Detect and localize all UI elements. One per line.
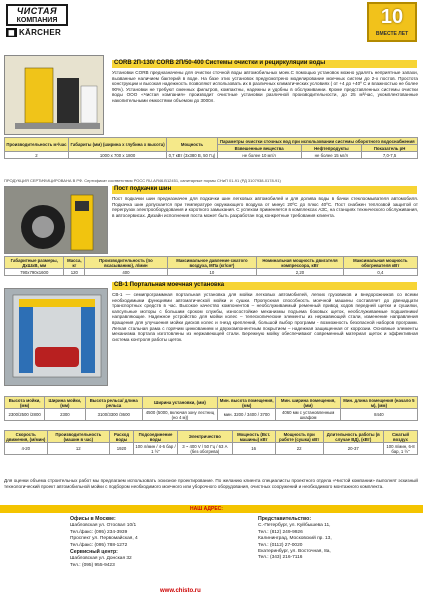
table-row xyxy=(5,443,418,455)
footer-address-bar xyxy=(0,505,423,513)
table-cell: 22 xyxy=(275,443,323,455)
section3-text: СВ-1 — семипрограммная портальная установка для мойки легковых автомобилей, легких грузовиков и внедорожников со всеми необходимыми функциями автоматической мойки и сушки. Пропускная способность моечной машины составляет до двенадцати транспортных средств в час. Высокое качество компонентов – необслуживаемый ременный привод ходов передней щетки и сушилки, капсульные моторы с большим сроком службы, износостойкие механизмы подъема боковых щеток, необслуживаемые подшипники/направляющие. Надежное устройство для мойки колес – телескопические элементы из нержавеющей стали, изменение направления вращения для улучшения мойки дисков колес и гнезд креплений, большой выбор программ - возможность безопасной наборов программ. Легкая стальная рама с горячим цинкованием и двухкомпонентным покрытием – надежная защищенная от коррозии. Основные элементы механизма портала изготовлены из нержавеющей стали. Бережную мойку обеспечивают современный материал щеток и эффективная система контроля работы щеток. xyxy=(112,292,418,342)
address-line: Тел.: (0112) 27-0020 xyxy=(258,542,303,548)
table-cell: мин. 3200 / 3400 / 3700 xyxy=(217,409,275,421)
s1-header-suspended: Взвешенные вещества xyxy=(217,145,301,152)
s3-header-electricity: Электричество xyxy=(178,431,232,443)
table-cell: 0,4 xyxy=(343,269,417,276)
s3-header-height: Высота мойки, (мм) xyxy=(5,397,45,409)
table-cell: 4060 мм с установленным шкафом xyxy=(276,409,340,421)
s1-header-params: Параметры очистки сточных вод при использовании системы оборотного водоснабжения xyxy=(217,138,417,145)
logo-top-text: ЧИСТАЯ xyxy=(16,6,58,16)
s3-header-throughput: Производительность (машин в час) xyxy=(47,431,110,443)
header xyxy=(0,0,423,58)
table-row xyxy=(5,152,418,159)
section3-photo xyxy=(4,288,108,386)
s1-header-power: Мощность xyxy=(167,138,217,152)
table-cell: 4500 (5000, включая зону лестниц (но 4 м)) xyxy=(142,409,217,421)
karcher-mark-icon: ◼ xyxy=(8,28,15,37)
s2-header-compressor: Номинальная мощность двигателя компрессора, кВт xyxy=(257,257,344,269)
section2-text: Пост подкачки шин предназначен для подкачки шин легковых автомобилей и для долива воды в бачки стеклоомывателя автомобиля. Подкачка шин допускается при температуре окружающего воздуха от минус 20ºС до плюс 40ºС. Пост снабжен теплозвой защитой от перегрузок электрооборудования и короткого замыкания. С успехом применяется в комплексах АЗС, на станциях технического обслуживания, в автосервисах. Дизайн исполнения поста может быть разработан под конкретные требования клиента. xyxy=(112,196,418,218)
s3-header-room-length: Мин. длина помещения (начало 5 м), (мм) xyxy=(340,397,417,409)
closing-text: Для оценки объема строительных работ мы предлагаем использовать эскизное проектирование. По желанию клиента специалисты проектного отдела «Чистой компании» выполнят эскизный технологический проект автомобильной мойки с подбором необходимого моечного или уборочного оборудования, очистных сооружений и необходимого монтажного комплекта. xyxy=(4,478,418,489)
s1-header-oil: Нефтепродукты xyxy=(301,145,362,152)
table-cell: 1920 xyxy=(110,443,134,455)
table-cell: не более 15 мг/л xyxy=(301,152,362,159)
s2-header-dimensions: Габаритные размеры, ДхШхВ, мм xyxy=(5,257,64,269)
s1-header-dimensions: Габариты (мм) (ширина х глубина х высота) xyxy=(68,138,166,152)
s3-header-power: Мощность (Вст. машины) кВт xyxy=(232,431,275,443)
address-line: Екатеринбург, ул. Восточная, 8а, xyxy=(258,549,331,555)
table-cell: 2300 xyxy=(45,409,85,421)
address-line: Тел./факс: (095) 234-3939 xyxy=(70,529,128,535)
website-link[interactable]: www.chisto.ru xyxy=(160,588,201,594)
address-line: Тел.: (812) 249-9926 xyxy=(258,529,303,535)
water-treatment-unit-image xyxy=(5,56,104,135)
table-cell: 12 xyxy=(47,443,110,455)
section1-title: CORB 2П-130/ CORB 2П/50-400 Системы очистки и рециркуляции воды xyxy=(114,60,326,66)
footer-address-label: НАШ АДРЕС: xyxy=(190,506,223,512)
tire-inflation-post-image xyxy=(5,187,108,254)
s3-header-water-connection: Подсоединение воды xyxy=(133,431,177,443)
section2-title: Пост подкачки шин xyxy=(114,186,172,192)
s3-header-room-height: Мин. высота помещения, (мм) xyxy=(217,397,275,409)
table-cell: 7,0-7,5 xyxy=(362,152,418,159)
table-cell: 8440 xyxy=(340,409,417,421)
address-line: Тел./факс: (095) 788-1272 xyxy=(70,542,128,548)
table-cell: 790х790х1600 xyxy=(5,269,64,276)
address-line: Проспект ул. Первомайская, 4 xyxy=(70,536,138,542)
rep-title: Представительство: xyxy=(258,516,312,522)
car-wash-portal-image xyxy=(5,289,108,386)
table-cell: 1000 х 700 х 1800 xyxy=(68,152,166,159)
table-cell: 2300/2500 /2800 xyxy=(5,409,45,421)
table-cell: 3100/3300 /3600 xyxy=(85,409,142,421)
section1-specs-table xyxy=(4,137,418,159)
anniversary-number: 10 xyxy=(380,6,404,28)
section3-title: СВ-1 Портальная моечная установка xyxy=(114,282,225,288)
address-line: Тел.: (343) 216-7116 xyxy=(258,555,303,561)
table-cell: 0,7 кВт (3х380 В, 50 Гц) xyxy=(168,152,216,158)
anniversary-badge xyxy=(367,2,417,42)
table-cell: 10 xyxy=(167,269,257,276)
table-cell: 16 xyxy=(232,443,275,455)
table-cell: 3 ~ 400 V / 50 Гц / 63 A (без обогрева) xyxy=(178,443,232,455)
address-line: Шабловская ул. Донская 32 xyxy=(70,556,132,562)
s3-header-width: Ширина мойки, (мм) xyxy=(45,397,85,409)
section2-photo xyxy=(4,186,108,254)
table-cell: 120 xyxy=(64,269,85,276)
address-line: Калининград, Московский пр. 13, xyxy=(258,536,332,542)
s3-header-drying-power: Мощность при работе (сушка) кВт xyxy=(275,431,323,443)
s2-header-heater: Максимальная мощность обогревателя кВт xyxy=(343,257,417,269)
representative-offices xyxy=(258,516,418,562)
moscow-offices xyxy=(70,516,240,569)
moscow-title: Офисы в Москве: xyxy=(70,516,116,522)
table-cell: 20-37 xyxy=(323,443,383,455)
s3-header-unit-width: Ширина установки, (мм) xyxy=(142,397,217,409)
table-cell: 100 л/мин, 6-8 бар, 1 ½" xyxy=(384,443,418,455)
table-cell: 4-20 xyxy=(5,443,48,455)
service-title: Сервисный центр: xyxy=(70,549,118,556)
table-cell: 100 л/мин / 4-6 бар / 1 ½" xyxy=(135,443,176,454)
section1-text: Установки CORB предназначены для очистки сточной воды автомобильных моек.С помощью установок можно удалять неприятные запахи, вызванные наличием бактерий в воде. На базе этих установок предусмотрено моделирование моечных систем до 2-х постов. Простота конструкции и высокая надежность позволяют использовать их в различных климатических условиях ( от +4 до +40º С и влажностью не более 90%). Установки не требуют сменных фильтров, компактны, надежны и удобны в обслуживании. Кроме представленных системы очистки воды ООО «Чистая компания» производит очистные установки различной производительности, до 25 м³/час, укомплектованные накопительными емкостями объемом до 3000л. xyxy=(112,70,419,103)
section1-photo xyxy=(4,55,104,135)
s2-header-mass: Масса, кг xyxy=(64,257,85,269)
table-cell: 2,20 xyxy=(257,269,344,276)
table-cell: 2 xyxy=(5,152,69,159)
s3-header-duration: Длительность работы (в случае ВД), (кВт) xyxy=(323,431,383,443)
s3-header-air: Сжатый воздух xyxy=(384,431,418,443)
karcher-logo: ◼ KÄRCHER xyxy=(8,28,62,37)
section3-performance-table xyxy=(4,430,418,455)
table-cell: 400 xyxy=(85,269,167,276)
address-line: С.-Петербург, ул. Куйбышева 11, xyxy=(258,523,331,529)
anniversary-text: ВМЕСТЕ ЛЕТ xyxy=(375,31,409,37)
section2-specs-table xyxy=(4,256,418,276)
s3-header-rail: Высота рельса/ длина рельса xyxy=(85,397,142,409)
s3-header-water: Расход воды xyxy=(110,431,134,443)
s2-header-capacity: Производительность (по всасыванию), л/мин xyxy=(85,257,167,269)
logo-bottom-text: КОМПАНИЯ xyxy=(16,17,58,24)
s3-header-speed: Скорость движения, (м/мин) xyxy=(6,431,46,442)
table-row xyxy=(5,409,418,421)
certification-note: ПРОДУКЦИЯ СЕРТИФИЦИРОВАНА В РФ. Сертификат соответствия РОСС RU.АЯ46.В12451, санитарные нормы СНиП 01-91 (РД 3107938-0178-91) xyxy=(4,178,281,183)
s1-header-ph: Показатель pH xyxy=(362,145,418,152)
address-line: Тел.: (095) 955-9423 xyxy=(70,562,115,568)
section3-dimensions-table xyxy=(4,396,418,421)
table-row xyxy=(5,269,418,276)
s1-header-capacity: Производительность м³/час xyxy=(5,138,69,152)
company-logo[interactable] xyxy=(6,4,68,26)
table-cell: не более 10 мг/л xyxy=(217,152,301,159)
address-line: Шабловская ул. Отосвал 10/1 xyxy=(70,523,137,529)
s2-header-pressure: Максимальное давление сжатого воздуха, МПа (кг/см²) xyxy=(167,257,257,269)
s3-header-room-width: Мин. ширина помещения, (мм) xyxy=(276,397,340,409)
